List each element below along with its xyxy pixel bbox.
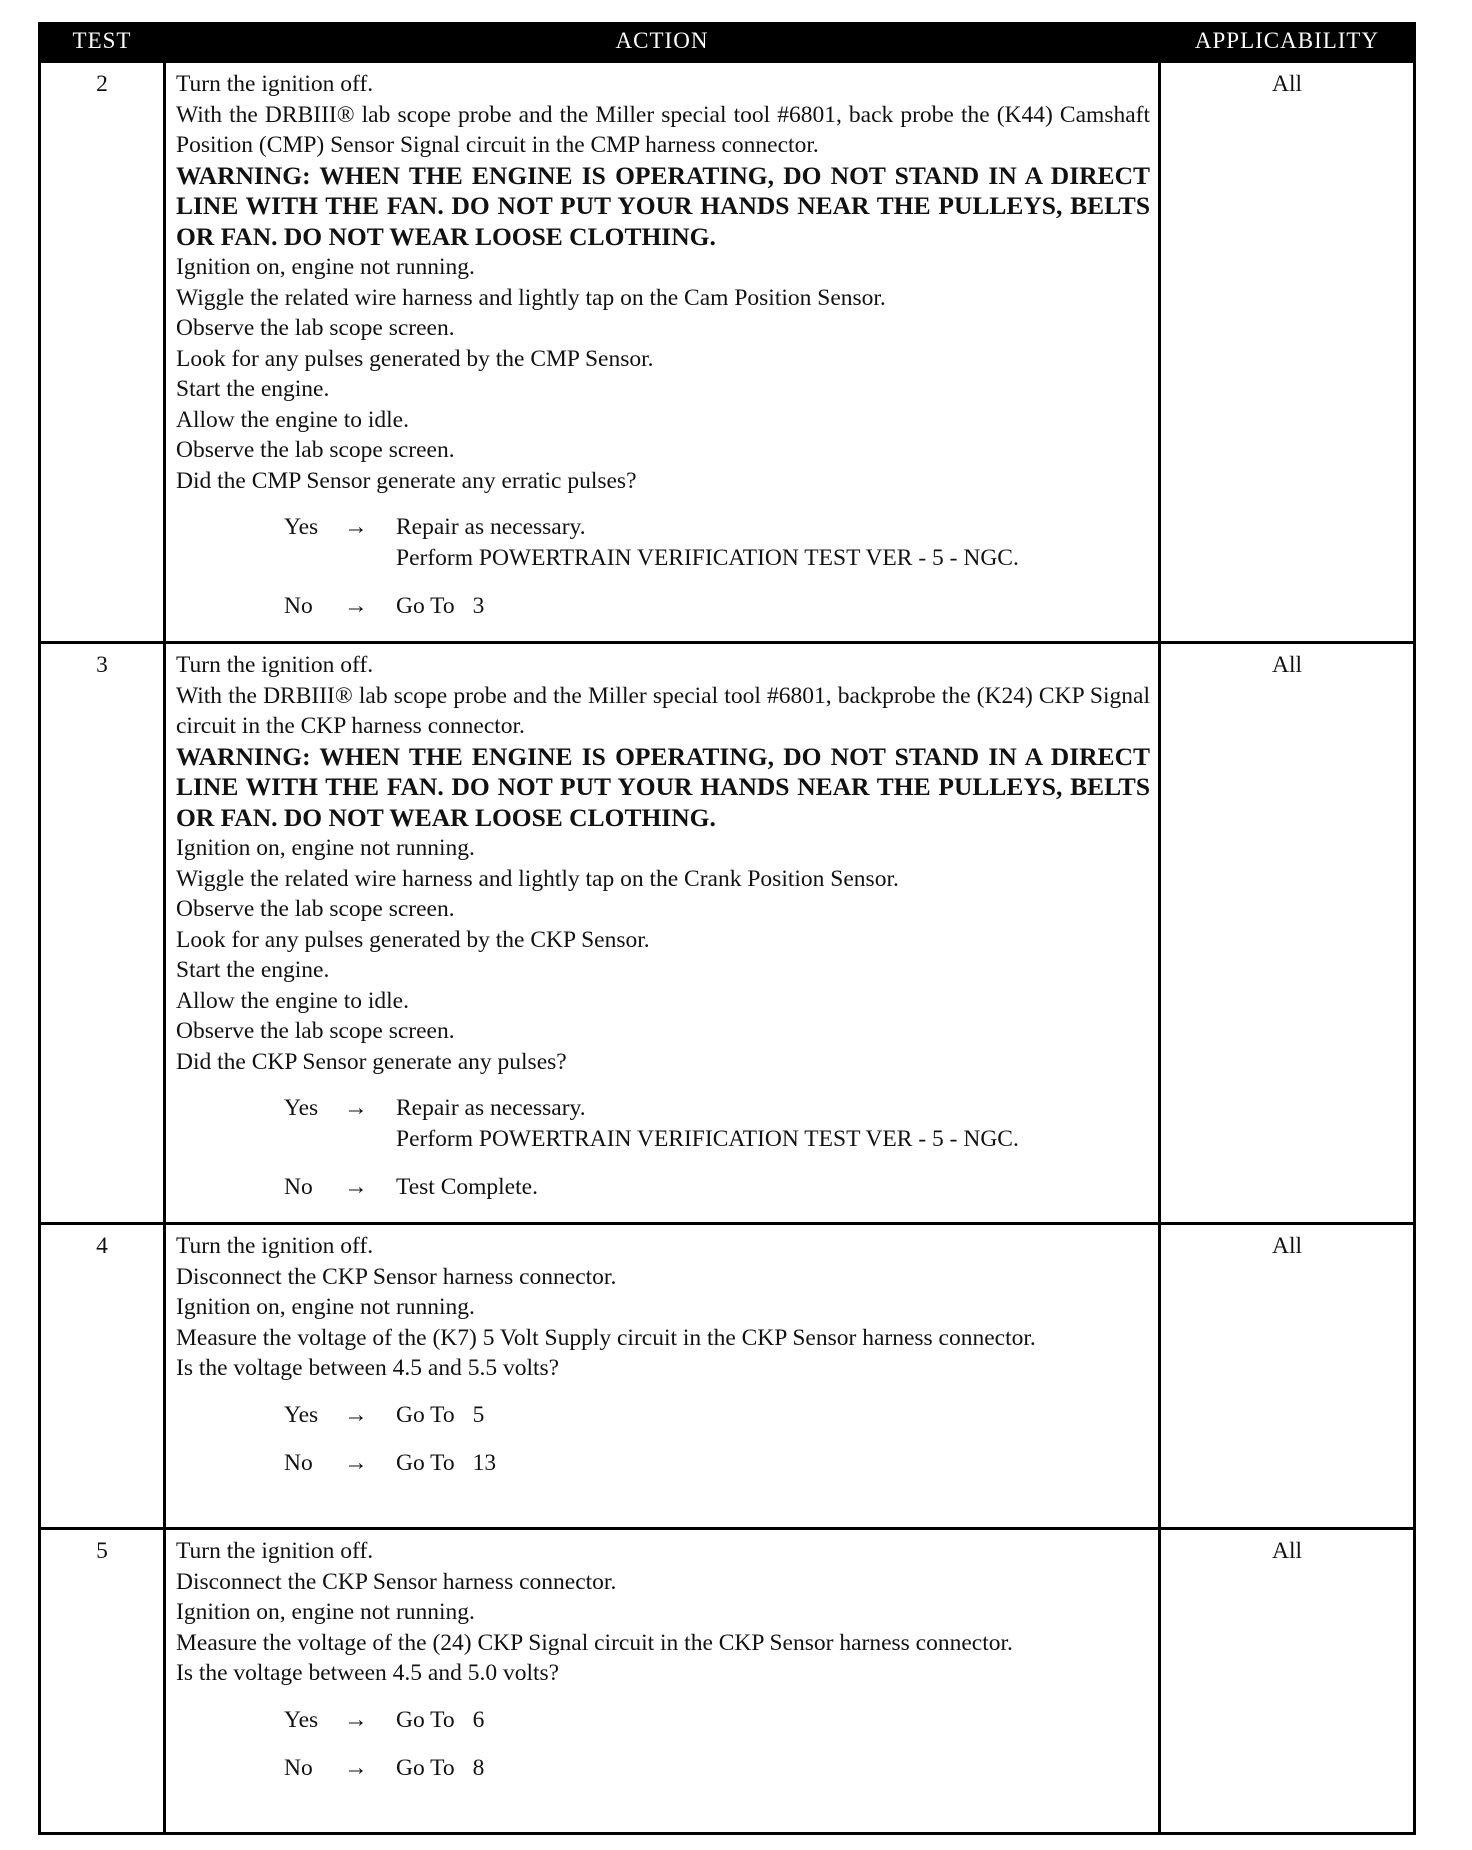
- table-row: [40, 1224, 1415, 1529]
- yes-result-text: Go To: [396, 1706, 455, 1733]
- test-number: 4: [40, 1224, 165, 1529]
- action-line: With the DRBIII® lab scope probe and the Miller special tool #6801, back probe the (K44) Camshaft Position (CMP) Sensor Signal circuit in the CMP harness connector.: [176, 101, 1150, 158]
- action-cell: [165, 62, 1160, 643]
- goto-number: 5: [472, 1401, 485, 1428]
- goto-number: 3: [472, 593, 485, 619]
- arrow-right-icon: →: [344, 593, 368, 619]
- action-line: With the DRBIII® lab scope probe and the Miller special tool #6801, backprobe the (K24) CKP Signal circuit in the CKP harness connector.: [176, 682, 1150, 739]
- no-result: [396, 591, 1150, 622]
- yes-label: Yes: [284, 1706, 319, 1733]
- action-line: Observe the lab scope screen.: [176, 315, 455, 341]
- action-line: Start the engine.: [176, 957, 330, 983]
- action-line: Look for any pulses generated by the CKP Sensor.: [176, 926, 650, 953]
- action-line: Wiggle the related wire harness and lightly tap on the Crank Position Sensor.: [176, 865, 899, 892]
- diagnostic-test-table: [38, 22, 1413, 1835]
- action-line: Ignition on, engine not running.: [176, 254, 475, 280]
- yes-result-text: Go To: [396, 1401, 455, 1428]
- yes-result-line: Perform POWERTRAIN VERIFICATION TEST VER - 5 - NGC.: [396, 544, 1019, 571]
- no-answer: [284, 1753, 1150, 1784]
- yes-answer: [284, 1093, 1150, 1154]
- yes-result-line: Repair as necessary.: [396, 514, 586, 540]
- no-answer: [284, 1172, 1150, 1203]
- action-line: Ignition on, engine not running.: [176, 1599, 475, 1625]
- action-line: Disconnect the CKP Sensor harness connector.: [176, 1263, 617, 1290]
- action-line: Disconnect the CKP Sensor harness connector.: [176, 1568, 617, 1595]
- test-table: [38, 22, 1416, 1835]
- no-result: [396, 1448, 1150, 1479]
- action-line: Measure the voltage of the (24) CKP Signal circuit in the CKP Sensor harness connector.: [176, 1629, 1013, 1656]
- no-result: [396, 1172, 1150, 1203]
- no-result-text: Go To: [396, 1755, 455, 1781]
- action-line: Turn the ignition off.: [176, 1233, 374, 1259]
- answer-block: [176, 512, 1150, 622]
- test-number: 2: [40, 62, 165, 643]
- no-answer: [284, 1448, 1150, 1479]
- answer-block: [176, 1400, 1150, 1479]
- action-cell: [165, 1529, 1160, 1834]
- action-line: Did the CMP Sensor generate any erratic pulses?: [176, 467, 637, 494]
- yes-result: [396, 512, 1150, 573]
- action-line: Turn the ignition off.: [176, 1538, 374, 1564]
- applicability-cell: All: [1160, 1529, 1415, 1834]
- answer-block: [176, 1705, 1150, 1784]
- no-result-text: Go To: [396, 1450, 455, 1476]
- test-number: 5: [40, 1529, 165, 1834]
- yes-answer: [284, 1705, 1150, 1736]
- applicability-cell: All: [1160, 1224, 1415, 1529]
- yes-result: [396, 1093, 1150, 1154]
- arrow-right-icon: →: [344, 1095, 368, 1121]
- no-result-text: Test Complete.: [396, 1174, 538, 1200]
- yes-answer: [284, 512, 1150, 573]
- arrow-right-icon: →: [344, 1174, 368, 1200]
- action-line: Wiggle the related wire harness and lightly tap on the Cam Position Sensor.: [176, 284, 886, 311]
- header-applicability: APPLICABILITY: [1160, 22, 1415, 62]
- action-line: Ignition on, engine not running.: [176, 1294, 475, 1320]
- action-line: Allow the engine to idle.: [176, 406, 409, 433]
- arrow-right-icon: →: [344, 1401, 368, 1428]
- header-action: ACTION: [165, 22, 1160, 62]
- table-header: [40, 22, 1415, 62]
- arrow-right-icon: →: [344, 514, 368, 540]
- yes-label: Yes: [284, 514, 319, 540]
- no-result-text: Go To: [396, 593, 455, 619]
- action-line: Observe the lab scope screen.: [176, 896, 455, 922]
- action-line: Turn the ignition off.: [176, 71, 374, 97]
- action-line: Turn the ignition off.: [176, 652, 374, 678]
- no-label: No: [284, 593, 313, 619]
- applicability-cell: All: [1160, 62, 1415, 643]
- action-line: Measure the voltage of the (K7) 5 Volt Supply circuit in the CKP Sensor harness connector.: [176, 1324, 1036, 1351]
- no-result: [396, 1753, 1150, 1784]
- action-cell: [165, 643, 1160, 1224]
- yes-answer: [284, 1400, 1150, 1431]
- warning-text: WARNING: WHEN THE ENGINE IS OPERATING, DO NOT STAND IN A DIRECT LINE WITH THE FAN. DO NOT PUT YOUR HANDS NEAR THE PULLEYS, BELTS OR FAN. DO NOT WEAR LOOSE CLOTHING.: [176, 160, 1150, 251]
- action-line: Ignition on, engine not running.: [176, 835, 475, 861]
- header-test: TEST: [40, 22, 165, 62]
- goto-number: 8: [472, 1755, 485, 1781]
- arrow-right-icon: →: [344, 1755, 368, 1781]
- no-answer: [284, 591, 1150, 622]
- action-cell: [165, 1224, 1160, 1529]
- action-line: Look for any pulses generated by the CMP Sensor.: [176, 345, 654, 372]
- test-number: 3: [40, 643, 165, 1224]
- applicability-cell: All: [1160, 643, 1415, 1224]
- no-label: No: [284, 1174, 313, 1200]
- table-row: [40, 1529, 1415, 1834]
- action-line: Is the voltage between 4.5 and 5.0 volts?: [176, 1660, 560, 1686]
- no-label: No: [284, 1755, 313, 1781]
- answer-block: [176, 1093, 1150, 1203]
- no-label: No: [284, 1450, 313, 1476]
- action-line: Observe the lab scope screen.: [176, 437, 455, 463]
- action-line: Start the engine.: [176, 376, 330, 402]
- yes-label: Yes: [284, 1401, 319, 1428]
- arrow-right-icon: →: [344, 1706, 368, 1733]
- action-line: Allow the engine to idle.: [176, 987, 409, 1014]
- action-line: Is the voltage between 4.5 and 5.5 volts?: [176, 1355, 560, 1381]
- yes-result: [396, 1705, 1150, 1736]
- arrow-right-icon: →: [344, 1450, 368, 1476]
- yes-result-line: Repair as necessary.: [396, 1095, 586, 1121]
- warning-text: WARNING: WHEN THE ENGINE IS OPERATING, DO NOT STAND IN A DIRECT LINE WITH THE FAN. DO NOT PUT YOUR HANDS NEAR THE PULLEYS, BELTS OR FAN. DO NOT WEAR LOOSE CLOTHING.: [176, 741, 1150, 832]
- goto-number: 6: [472, 1706, 485, 1733]
- yes-label: Yes: [284, 1095, 319, 1121]
- action-line: Did the CKP Sensor generate any pulses?: [176, 1048, 567, 1075]
- table-row: [40, 643, 1415, 1224]
- table-row: [40, 62, 1415, 643]
- action-line: Observe the lab scope screen.: [176, 1018, 455, 1044]
- goto-number: 13: [472, 1450, 497, 1476]
- yes-result: [396, 1400, 1150, 1431]
- yes-result-line: Perform POWERTRAIN VERIFICATION TEST VER - 5 - NGC.: [396, 1125, 1019, 1152]
